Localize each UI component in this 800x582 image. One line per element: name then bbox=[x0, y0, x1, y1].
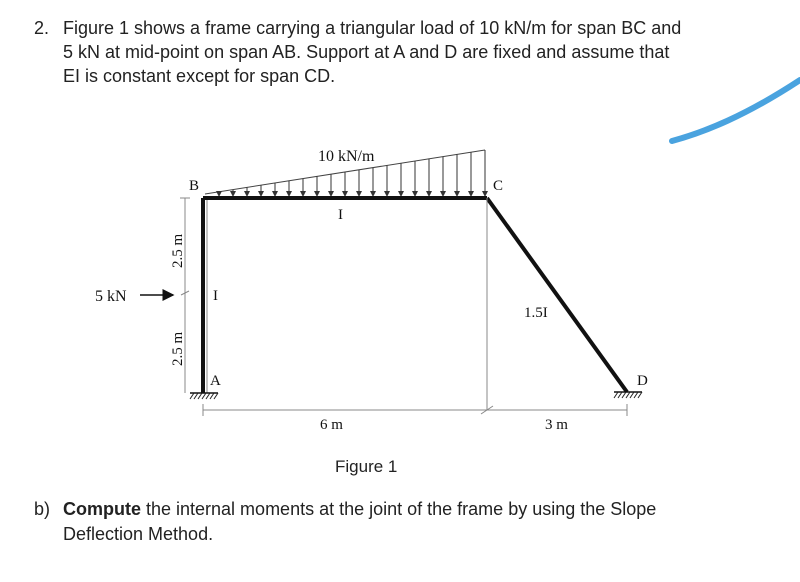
support-hatch-line bbox=[214, 393, 218, 399]
point-load-label: 5 kN bbox=[95, 288, 127, 305]
inertia-label-ab: I bbox=[213, 288, 218, 304]
fixed-support-d bbox=[614, 392, 642, 398]
question-line-1: Figure 1 shows a frame carrying a triangular load of 10 kN/m for span BC and bbox=[63, 18, 682, 38]
node-label-a: A bbox=[210, 373, 221, 389]
span-dimension bbox=[203, 404, 627, 416]
part-b-line-2: Deflection Method. bbox=[63, 524, 214, 544]
support-hatch-line bbox=[626, 392, 630, 398]
support-hatch-line bbox=[210, 393, 214, 399]
part-b-label: b) bbox=[34, 499, 51, 519]
support-hatch-line bbox=[194, 393, 198, 399]
question-number: 2. bbox=[34, 18, 50, 38]
node-label-c: C bbox=[493, 178, 504, 194]
support-hatch-line bbox=[638, 392, 642, 398]
pen-annotation-stroke bbox=[672, 80, 800, 141]
question-line-3: EI is constant except for span CD. bbox=[63, 66, 336, 86]
inertia-label-bc: I bbox=[338, 207, 343, 223]
support-hatch-line bbox=[634, 392, 638, 398]
node-label-b: B bbox=[189, 178, 200, 194]
support-hatch-line bbox=[618, 392, 622, 398]
node-label-d: D bbox=[637, 373, 648, 389]
dimension-label-span-right: 3 m bbox=[545, 417, 568, 433]
part-b-line-1-rest: the internal moments at the joint of the frame by using the Slope bbox=[141, 499, 657, 519]
support-hatch-line bbox=[198, 393, 202, 399]
dimension-label-ab-lower: 2.5 m bbox=[170, 331, 186, 366]
fixed-support-a bbox=[190, 393, 218, 399]
support-hatch-line bbox=[206, 393, 210, 399]
part-b-text bbox=[63, 497, 783, 547]
figure-caption: Figure 1 bbox=[335, 457, 398, 476]
question-line-2: 5 kN at mid-point on span AB. Support at A and D are fixed and assume that bbox=[63, 42, 670, 62]
support-hatch-line bbox=[614, 392, 618, 398]
dimension-label-ab-upper: 2.5 m bbox=[170, 233, 186, 268]
support-hatch-line bbox=[202, 393, 206, 399]
part-b-bold-verb: Compute bbox=[63, 499, 141, 519]
support-hatch-line bbox=[190, 393, 194, 399]
member-cd bbox=[487, 198, 627, 392]
support-hatch-line bbox=[630, 392, 634, 398]
distributed-load-label: 10 kN/m bbox=[318, 148, 375, 165]
part-b-line-1 bbox=[63, 497, 783, 522]
support-hatch-line bbox=[622, 392, 626, 398]
dimension-label-span-left: 6 m bbox=[320, 417, 343, 433]
inertia-label-cd: 1.5I bbox=[524, 305, 548, 321]
